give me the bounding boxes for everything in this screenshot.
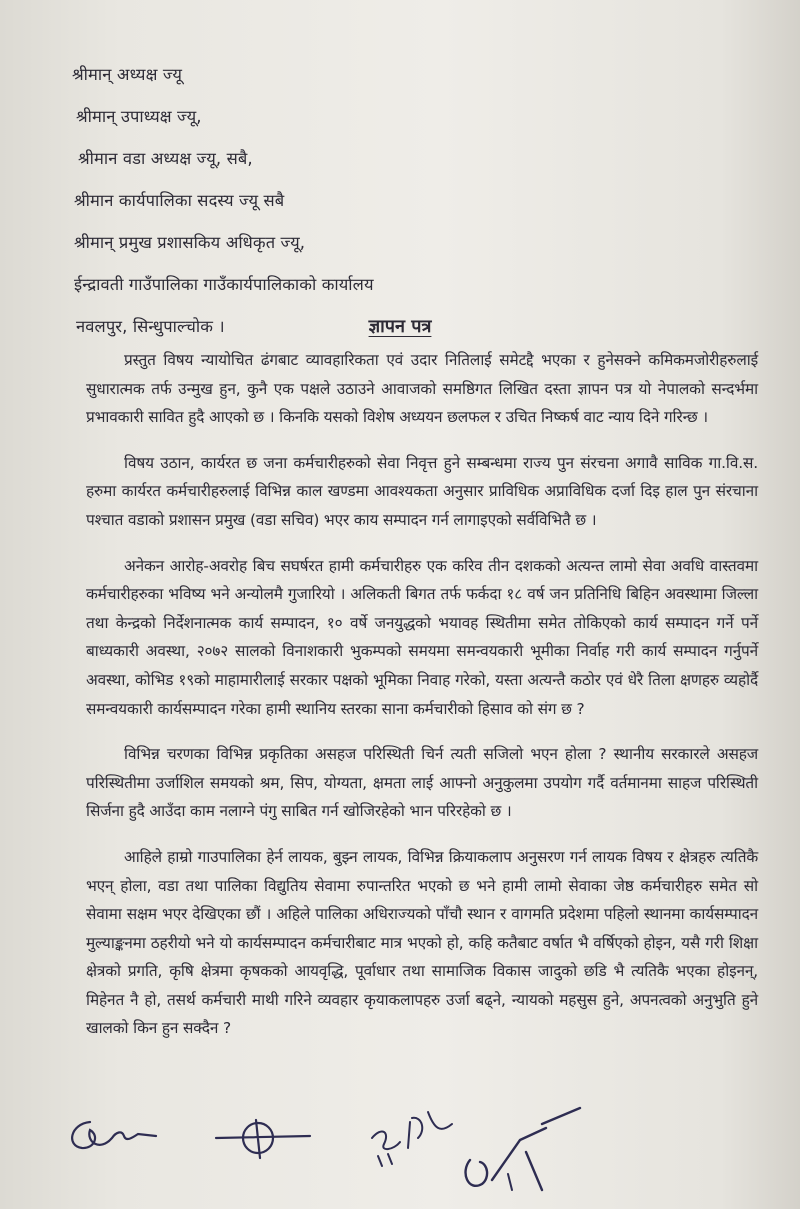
body-paragraph: अनेकन आरोह-अवरोह बिच सघर्षरत हामी कर्मचारीहरु एक करिव तीन दशकको अत्यन्त लामो सेवा अवधि वास्तवमा कर्मचारीहरुका भविष्य भने अन्योलमै गुजारियो । अलिकती बिगत तर्फ फर्कदा १८ वर्ष जन प्रतिनिधि बिहिन अवस्थामा जिल्ला तथा केन्द्रको निर्देशनात्मक कार्य सम्पादन, १० वर्षे जनयुद्धको भयावह स्थितीमा समेत तोकिएको कार्य सम्पादन गर्ने पर्ने बाध्यकारी अवस्था, २०७२ सालको विनाशकारी भुकम्पको समयमा समन्वयकारी भूमीका निर्वाह गरी कार्य सम्पादन गर्नुपर्ने अवस्था, कोभिड १९को माहामारीलाई सरकार पक्षको भूमिका निवाह गरेको, यस्ता अत्यन्तै कठोर एवं धेरै तिला क्षणहरु व्यहोर्दै समन्वयकारी कार्यसम्पादन गरेका हामी स्थानिय स्तरका साना कर्मचारीको हिसाव को संग छ ? xyxy=(86,556,758,718)
body-paragraph: आहिले हाम्रो गाउपालिका हेर्न लायक, बुझ्न लायक, विभिन्न क्रियाकलाप अनुसरण गर्न लायक विषय र क्षेत्रहरु त्यतिकै भएन् होला, वडा तथा पालिका विद्युतिय सेवामा रुपान्तरित भएको छ भने हामी लामो सेवाका जेष्ठ कर्मचारीहरु समेत सो सेवामा सक्षम भएर देखिएका छौं । अहिले पालिका अधिराज्यको पाँचौ स्थान र वागमति प्रदेशमा पहिलो स्थानमा कार्यसम्पादन मुल्याङ्कनमा ठहरीयो भने यो कार्यसम्पादन कर्मचारीबाट मात्र भएको हो, कहि कतैबाट वर्षात भै वर्षिएको होइन, यसै गरी शिक्षा क्षेत्रको प्रगति, कृषि क्षेत्रमा कृषकको आयवृद्धि, पूर्वाधार तथा सामाजिक विकास जादुको छडि भै त्यतिकै भएका होइनन्, मिहेनत नै हो, तसर्थ कर्मचारी माथी गरिने व्यवहार कृयाकलापहरु उर्जा बढ्ने, न्यायको महसुस हुने, अपनत्वको अनुभुति हुने खालको किन हुन सक्दैन ? xyxy=(86,847,758,1038)
memorandum-body xyxy=(86,346,758,1060)
addressee-line: श्रीमान कार्यपालिका सदस्य ज्यू सबै xyxy=(74,191,285,210)
addressee-line: श्रीमान् उपाध्यक्ष ज्यू, xyxy=(76,107,202,126)
addressee-line: ईन्द्रावती गाउँपालिका गाउँकार्यपालिकाको कार्यालय xyxy=(74,275,374,294)
signature-mark xyxy=(60,1112,170,1162)
addressee-line: श्रीमान वडा अध्यक्ष ज्यू, सबै, xyxy=(78,149,253,168)
addressee-block xyxy=(72,54,672,348)
signature-mark xyxy=(430,1100,590,1200)
signature-area xyxy=(50,1100,750,1200)
addressee-line: श्रीमान् प्रमुख प्रशासकिय अधिकृत ज्यू, xyxy=(74,233,306,252)
addressee-line: नवलपुर, सिन्धुपाल्चोक । xyxy=(76,317,225,336)
body-paragraph: प्रस्तुत विषय न्यायोचित ढंगबाट व्यावहारिकता एवं उदार नितिलाई समेटद्दै भएका र हुनेसक्ने कमिकमजोरीहरुलाई सुधारात्मक तर्फ उन्मुख हुन, कुनै एक पक्षले उठाउने आवाजको समष्ठिगत लिखित दस्ता ज्ञापन पत्र यो नेपालको सन्दर्भमा प्रभावकारी सावित हुदै आएको छ । किनकि यसको विशेष अध्ययन छलफल र उचित निष्कर्ष वाट न्याय दिने गरिन्छ । xyxy=(86,351,758,427)
body-paragraph: विषय उठान, कार्यरत छ जना कर्मचारीहरुको सेवा निवृत्त हुने सम्बन्धमा राज्य पुन संरचना अगावै साविक गा.वि.स. हरुमा कार्यरत कर्मचारीहरुलाई विभिन्न काल खण्डमा आवश्यकता अनुसार प्राविधिक अप्राविधिक दर्जा दिइ हाल पुन संरचाना पश्चात वडाको प्रशासन प्रमुख (वडा सचिव) भएर काय सम्पादन गर्न लागाइएको सर्वविभितै छ । xyxy=(86,453,758,529)
addressee-line: श्रीमान् अध्यक्ष ज्यू xyxy=(72,65,183,84)
document-title: ज्ञापन पत्र xyxy=(368,316,432,337)
signature-mark xyxy=(210,1114,320,1164)
body-paragraph: विभिन्न चरणका विभिन्न प्रकृतिका असहज परिस्थिती चिर्न त्यती सजिलो भएन होला ? स्थानीय सरकारले असहज परिस्थितीमा उर्जाशिल समयको श्रम, सिप, योग्यता, क्षमता लाई आफ्नो अनुकुलमा उपयोग गर्दै वर्तमानमा साहज परिस्थिती सिर्जना हुदै आउँदा काम नलाग्ने पंगु साबित गर्न खोजिरहेको भान परिरहेको छ । xyxy=(86,745,758,821)
